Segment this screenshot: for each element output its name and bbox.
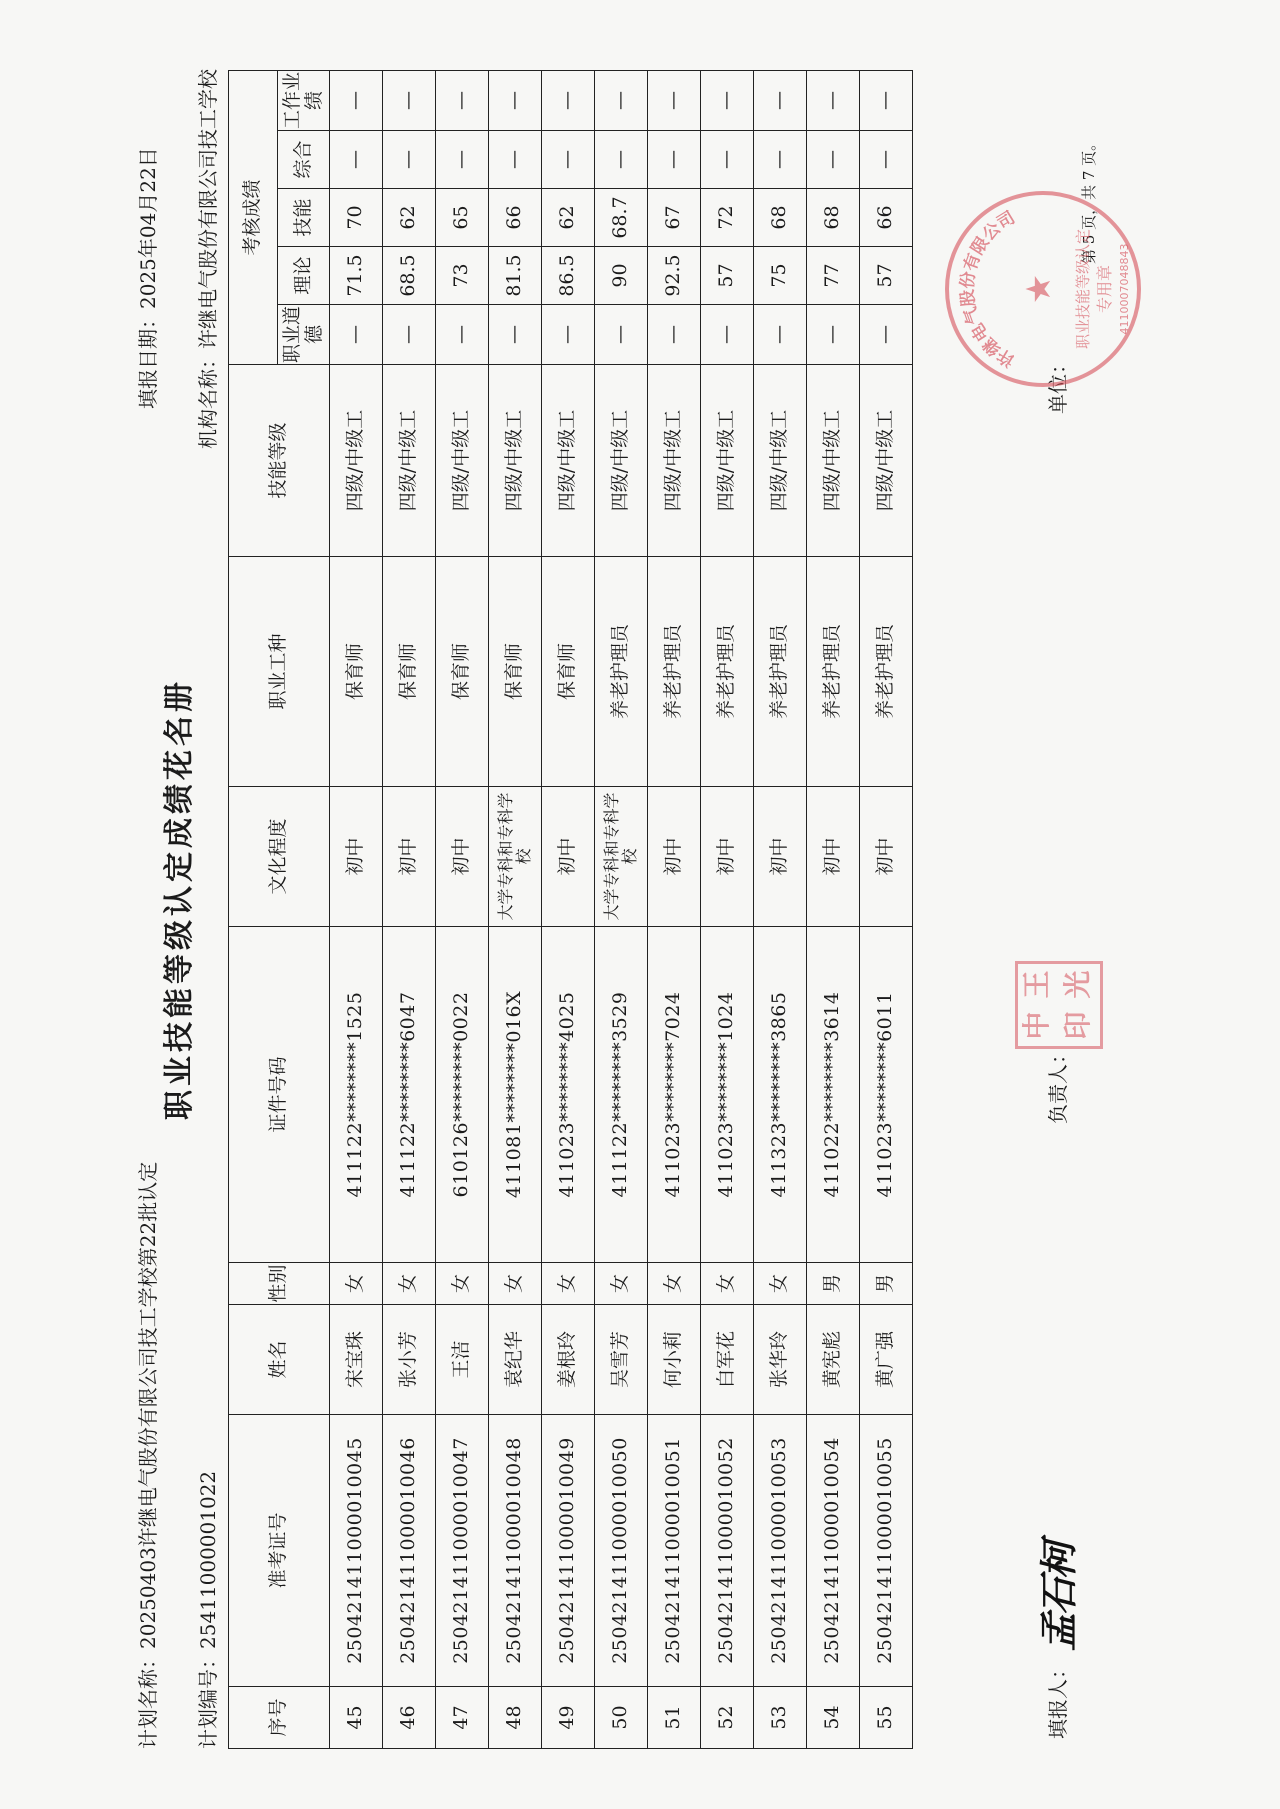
cell-seq: 45 xyxy=(330,1687,383,1749)
cell-gender: 女 xyxy=(489,1263,542,1305)
plan-name xyxy=(132,1162,161,1749)
cell-id-number: 411323********3865 xyxy=(754,927,807,1263)
cell-composite: — xyxy=(595,131,648,189)
cell-theory: 71.5 xyxy=(330,247,383,305)
cell-gender: 女 xyxy=(542,1263,595,1305)
table-row xyxy=(860,71,913,1749)
cell-gender: 女 xyxy=(701,1263,754,1305)
seal-star-icon: ★ xyxy=(1019,273,1059,305)
cell-performance: — xyxy=(860,71,913,131)
cell-id-number: 411023********7024 xyxy=(648,927,701,1263)
cell-occupation: 养老护理员 xyxy=(595,557,648,787)
cell-performance: — xyxy=(383,71,436,131)
seal-center-text: 专用章 xyxy=(1095,264,1114,314)
cell-occupation: 养老护理员 xyxy=(860,557,913,787)
cell-skill-level: 四级/中级工 xyxy=(489,365,542,557)
cell-seq: 46 xyxy=(383,1687,436,1749)
cell-occupation: 养老护理员 xyxy=(754,557,807,787)
cell-skill: 65 xyxy=(436,189,489,247)
cell-skill: 68.7 xyxy=(595,189,648,247)
cell-seq: 48 xyxy=(489,1687,542,1749)
header-skill: 技能 xyxy=(278,189,330,247)
header-gender: 性别 xyxy=(229,1263,330,1305)
cell-id-number: 411122********1525 xyxy=(330,927,383,1263)
cell-skill: 62 xyxy=(542,189,595,247)
table-row xyxy=(595,71,648,1749)
cell-skill-level: 四级/中级工 xyxy=(595,365,648,557)
table-row xyxy=(330,71,383,1749)
cell-composite: — xyxy=(383,131,436,189)
cell-seq: 50 xyxy=(595,1687,648,1749)
cell-name: 张小芳 xyxy=(383,1305,436,1415)
cell-name: 宋宝珠 xyxy=(330,1305,383,1415)
cell-performance: — xyxy=(754,71,807,131)
cell-performance: — xyxy=(436,71,489,131)
cell-skill: 72 xyxy=(701,189,754,247)
roster-table xyxy=(228,70,913,1749)
cell-skill: 68 xyxy=(807,189,860,247)
cell-gender: 男 xyxy=(807,1263,860,1305)
cell-composite: — xyxy=(436,131,489,189)
cell-education: 大学专科和专科学校 xyxy=(489,787,542,927)
header-scores: 考核成绩 xyxy=(229,71,278,365)
cell-skill-level: 四级/中级工 xyxy=(436,365,489,557)
cell-skill: 68 xyxy=(754,189,807,247)
personal-seal-stamp xyxy=(1015,961,1103,1049)
cell-ethics: — xyxy=(489,305,542,365)
cell-composite: — xyxy=(701,131,754,189)
seal-code: 4110007048843 xyxy=(1118,243,1131,335)
cell-ethics: — xyxy=(754,305,807,365)
fill-date-label: 填报日期： xyxy=(136,309,160,409)
filler-label: 填报人： xyxy=(1046,1659,1070,1739)
rotated-roster-document xyxy=(110,49,1170,1749)
cell-exam-id: 250421411000010045 xyxy=(330,1415,383,1687)
cell-occupation: 保育师 xyxy=(542,557,595,787)
cell-id-number: 411022********3614 xyxy=(807,927,860,1263)
responsible-label: 负责人： xyxy=(1046,1044,1070,1124)
cell-education: 初中 xyxy=(542,787,595,927)
cell-performance: — xyxy=(595,71,648,131)
header-skill-level: 技能等级 xyxy=(229,365,330,557)
cell-composite: — xyxy=(648,131,701,189)
cell-composite: — xyxy=(860,131,913,189)
cell-exam-id: 250421411000010050 xyxy=(595,1415,648,1687)
cell-exam-id: 250421411000010047 xyxy=(436,1415,489,1687)
cell-composite: — xyxy=(807,131,860,189)
cell-gender: 女 xyxy=(383,1263,436,1305)
cell-skill: 66 xyxy=(489,189,542,247)
cell-skill-level: 四级/中级工 xyxy=(648,365,701,557)
cell-occupation: 保育师 xyxy=(383,557,436,787)
header-name: 姓名 xyxy=(229,1305,330,1415)
seal-top-text: 许继电气股份有限公司 xyxy=(957,207,1019,371)
cell-ethics: — xyxy=(330,305,383,365)
cell-composite: — xyxy=(754,131,807,189)
company-seal-stamp xyxy=(938,184,1148,394)
cell-theory: 57 xyxy=(860,247,913,305)
responsible xyxy=(1042,1044,1071,1124)
cell-theory: 57 xyxy=(701,247,754,305)
header-education: 文化程度 xyxy=(229,787,330,927)
cell-ethics: — xyxy=(383,305,436,365)
cell-theory: 86.5 xyxy=(542,247,595,305)
cell-theory: 77 xyxy=(807,247,860,305)
cell-exam-id: 250421411000010046 xyxy=(383,1415,436,1687)
cell-id-number: 411023********4025 xyxy=(542,927,595,1263)
cell-theory: 75 xyxy=(754,247,807,305)
header-theory: 理论 xyxy=(278,247,330,305)
cell-education: 初中 xyxy=(436,787,489,927)
header-occupation: 职业工种 xyxy=(229,557,330,787)
cell-skill-level: 四级/中级工 xyxy=(807,365,860,557)
cell-skill: 67 xyxy=(648,189,701,247)
cell-exam-id: 250421411000010053 xyxy=(754,1415,807,1687)
cell-id-number: 610126********0022 xyxy=(436,927,489,1263)
table-row xyxy=(489,71,542,1749)
header-ethics: 职业道德 xyxy=(278,305,330,365)
cell-composite: — xyxy=(489,131,542,189)
cell-theory: 73 xyxy=(436,247,489,305)
cell-exam-id: 250421411000010048 xyxy=(489,1415,542,1687)
cell-ethics: — xyxy=(595,305,648,365)
cell-occupation: 养老护理员 xyxy=(701,557,754,787)
seal-char: 光 xyxy=(1061,970,1094,999)
cell-composite: — xyxy=(542,131,595,189)
cell-performance: — xyxy=(330,71,383,131)
filler-signature: 孟石柯 xyxy=(1037,1542,1081,1651)
cell-performance: — xyxy=(701,71,754,131)
cell-skill-level: 四级/中级工 xyxy=(754,365,807,557)
header-performance: 工作业绩 xyxy=(278,71,330,131)
cell-performance: — xyxy=(807,71,860,131)
seal-char: 王 xyxy=(1020,970,1053,999)
cell-education: 初中 xyxy=(860,787,913,927)
plan-number-label: 计划编号： xyxy=(196,1649,220,1749)
cell-composite: — xyxy=(330,131,383,189)
cell-occupation: 养老护理员 xyxy=(807,557,860,787)
cell-theory: 90 xyxy=(595,247,648,305)
cell-gender: 女 xyxy=(754,1263,807,1305)
plan-number-value: 25411000001022 xyxy=(196,1470,220,1649)
cell-occupation: 保育师 xyxy=(436,557,489,787)
cell-name: 张华玲 xyxy=(754,1305,807,1415)
cell-education: 初中 xyxy=(807,787,860,927)
cell-seq: 49 xyxy=(542,1687,595,1749)
cell-seq: 52 xyxy=(701,1687,754,1749)
cell-seq: 47 xyxy=(436,1687,489,1749)
filler xyxy=(1042,1659,1071,1739)
unit-label: 单位： xyxy=(1046,354,1070,414)
organization-label: 机构名称： xyxy=(196,349,220,449)
cell-exam-id: 250421411000010052 xyxy=(701,1415,754,1687)
cell-education: 初中 xyxy=(648,787,701,927)
cell-ethics: — xyxy=(860,305,913,365)
header-id-number: 证件号码 xyxy=(229,927,330,1263)
organization-value: 许继电气股份有限公司技工学校 xyxy=(196,69,220,349)
organization xyxy=(192,69,221,449)
cell-id-number: 411023********6011 xyxy=(860,927,913,1263)
cell-name: 黄广强 xyxy=(860,1305,913,1415)
cell-gender: 男 xyxy=(860,1263,913,1305)
table-row xyxy=(648,71,701,1749)
fill-date xyxy=(132,147,161,409)
seal-char: 中 xyxy=(1020,1011,1053,1040)
cell-theory: 81.5 xyxy=(489,247,542,305)
document-title: 职业技能等级认定成绩花名册 xyxy=(162,678,197,1120)
cell-theory: 92.5 xyxy=(648,247,701,305)
cell-exam-id: 250421411000010055 xyxy=(860,1415,913,1687)
table-row xyxy=(383,71,436,1749)
cell-exam-id: 250421411000010051 xyxy=(648,1415,701,1687)
plan-name-label: 计划名称： xyxy=(136,1649,160,1749)
table-row xyxy=(542,71,595,1749)
cell-skill: 70 xyxy=(330,189,383,247)
cell-occupation: 养老护理员 xyxy=(648,557,701,787)
cell-seq: 53 xyxy=(754,1687,807,1749)
cell-skill: 62 xyxy=(383,189,436,247)
cell-name: 白军花 xyxy=(701,1305,754,1415)
cell-occupation: 保育师 xyxy=(330,557,383,787)
cell-id-number: 411122********3529 xyxy=(595,927,648,1263)
cell-name: 黄宪彪 xyxy=(807,1305,860,1415)
cell-seq: 55 xyxy=(860,1687,913,1749)
header-seq: 序号 xyxy=(229,1687,330,1749)
cell-education: 初中 xyxy=(330,787,383,927)
cell-name: 何小莉 xyxy=(648,1305,701,1415)
cell-name: 袁纪华 xyxy=(489,1305,542,1415)
cell-seq: 51 xyxy=(648,1687,701,1749)
cell-performance: — xyxy=(648,71,701,131)
page-info: 第 5 页，共 7 页。 xyxy=(1080,135,1098,264)
seal-char: 印 xyxy=(1061,1011,1094,1040)
cell-gender: 女 xyxy=(648,1263,701,1305)
plan-number xyxy=(192,1471,221,1749)
cell-name: 姜根玲 xyxy=(542,1305,595,1415)
cell-gender: 女 xyxy=(330,1263,383,1305)
cell-skill-level: 四级/中级工 xyxy=(860,365,913,557)
cell-gender: 女 xyxy=(436,1263,489,1305)
fill-date-value: 2025年04月22日 xyxy=(136,147,160,309)
cell-education: 初中 xyxy=(701,787,754,927)
table-row xyxy=(807,71,860,1749)
cell-id-number: 411023********1024 xyxy=(701,927,754,1263)
table-row xyxy=(701,71,754,1749)
cell-skill: 66 xyxy=(860,189,913,247)
cell-theory: 68.5 xyxy=(383,247,436,305)
cell-skill-level: 四级/中级工 xyxy=(330,365,383,557)
cell-skill-level: 四级/中级工 xyxy=(701,365,754,557)
cell-ethics: — xyxy=(701,305,754,365)
plan-name-value: 20250403许继电气股份有限公司技工学校第22批认定 xyxy=(136,1161,160,1649)
cell-name: 王洁 xyxy=(436,1305,489,1415)
table-row xyxy=(754,71,807,1749)
cell-performance: — xyxy=(489,71,542,131)
table-row xyxy=(436,71,489,1749)
cell-seq: 54 xyxy=(807,1687,860,1749)
header-composite: 综合 xyxy=(278,131,330,189)
cell-occupation: 保育师 xyxy=(489,557,542,787)
cell-ethics: — xyxy=(807,305,860,365)
cell-skill-level: 四级/中级工 xyxy=(542,365,595,557)
cell-education: 大学专科和专科学校 xyxy=(595,787,648,927)
cell-id-number: 411122********6047 xyxy=(383,927,436,1263)
cell-exam-id: 250421411000010054 xyxy=(807,1415,860,1687)
cell-gender: 女 xyxy=(595,1263,648,1305)
cell-id-number: 411081********016X xyxy=(489,927,542,1263)
cell-education: 初中 xyxy=(754,787,807,927)
cell-ethics: — xyxy=(542,305,595,365)
cell-performance: — xyxy=(542,71,595,131)
header-exam-id: 准考证号 xyxy=(229,1415,330,1687)
cell-ethics: — xyxy=(648,305,701,365)
cell-skill-level: 四级/中级工 xyxy=(383,365,436,557)
cell-name: 吴雪芳 xyxy=(595,1305,648,1415)
cell-ethics: — xyxy=(436,305,489,365)
seal-bottom-text: 职业技能等级认定 xyxy=(1074,228,1092,350)
cell-education: 初中 xyxy=(383,787,436,927)
cell-exam-id: 250421411000010049 xyxy=(542,1415,595,1687)
roster-body xyxy=(330,71,913,1749)
